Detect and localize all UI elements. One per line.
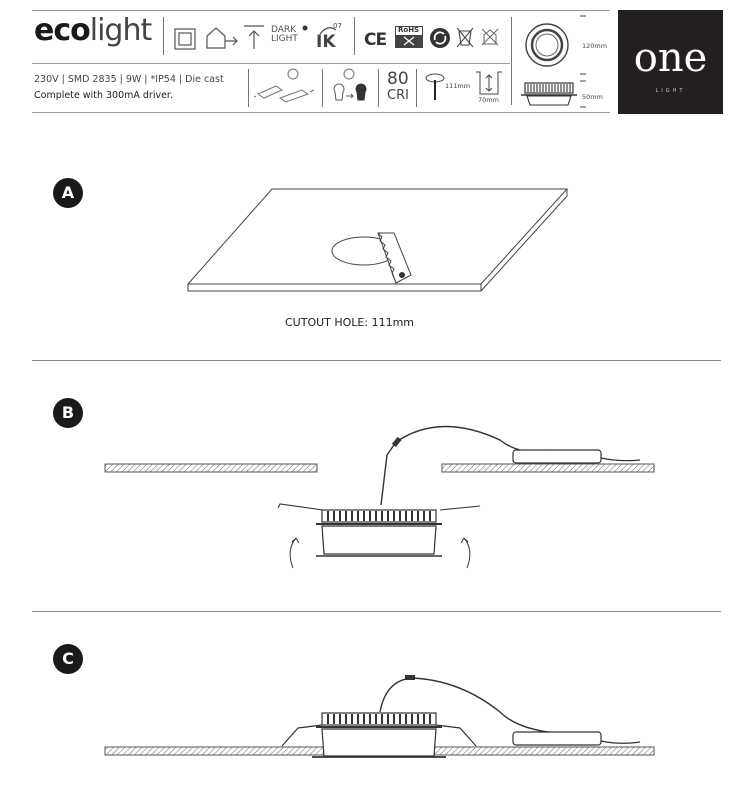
height-ticks: [580, 80, 590, 108]
header-top-rule: [32, 10, 610, 11]
section-divider: [32, 611, 721, 612]
header-middle-rule: [32, 63, 510, 64]
recycle-icon: [429, 27, 451, 49]
header-separator: [511, 17, 512, 105]
section-divider: [32, 360, 721, 361]
diameter-dimension: 120mm: [582, 42, 608, 50]
brand-eco: eco: [34, 13, 90, 48]
height-dimension: 50mm: [582, 93, 603, 101]
depth-icon: [474, 70, 504, 98]
spec-line: 230V | SMD 2835 | 9W | *IP54 | Die cast: [34, 74, 224, 85]
ik-label: IK: [316, 32, 336, 52]
brand-light: light: [89, 13, 152, 48]
weee-bin-icon: [456, 26, 474, 48]
ecolight-brand: [34, 13, 151, 48]
indoor-use-icon: [205, 26, 239, 50]
no-cover-icon: [480, 26, 500, 48]
dark-light-label: DARK LIGHT: [271, 25, 298, 44]
logo-one: one: [633, 35, 708, 81]
diameter-ticks: [580, 15, 590, 75]
impact-hammer-icon: [318, 24, 338, 36]
class-ii-icon: [174, 28, 196, 50]
installation-step-b-diagram: [100, 420, 660, 570]
step-b-badge: B: [53, 398, 83, 428]
depth-dimension: 70mm: [478, 96, 499, 104]
product-top-view-icon: [524, 22, 570, 68]
header-separator: [416, 69, 417, 107]
product-side-view-icon: [521, 80, 577, 108]
header-separator: [248, 69, 249, 107]
header-separator: [163, 17, 164, 55]
driver-note: Complete with 300mA driver.: [34, 90, 173, 101]
rohs-label: RoHS: [398, 26, 420, 34]
ce-mark: CE: [364, 30, 387, 50]
step-a-badge: A: [53, 178, 83, 208]
cri-label: CRI: [387, 88, 409, 103]
cutout-dimension: 111mm: [445, 82, 471, 90]
one-light-logo: [618, 10, 723, 114]
header-separator: [322, 69, 323, 107]
header-bottom-rule: [32, 112, 610, 113]
cri-value: 80: [387, 69, 409, 89]
up-arrow-icon: [243, 24, 265, 50]
dark-light-dot-icon: [302, 25, 308, 31]
header-separator: [378, 69, 379, 107]
installation-step-c-diagram: [100, 670, 660, 765]
ik-rating: 07: [333, 22, 342, 30]
bulb-replace-icon: [331, 68, 371, 106]
header-separator: [354, 17, 355, 55]
cutout-caption: CUTOUT HOLE: 111mm: [285, 316, 415, 329]
logo-light: LIGHT: [655, 88, 686, 94]
ceiling-panel-cutout-diagram: [180, 185, 580, 295]
connector-wiring-icon: [256, 68, 316, 108]
step-c-badge: C: [53, 644, 83, 674]
